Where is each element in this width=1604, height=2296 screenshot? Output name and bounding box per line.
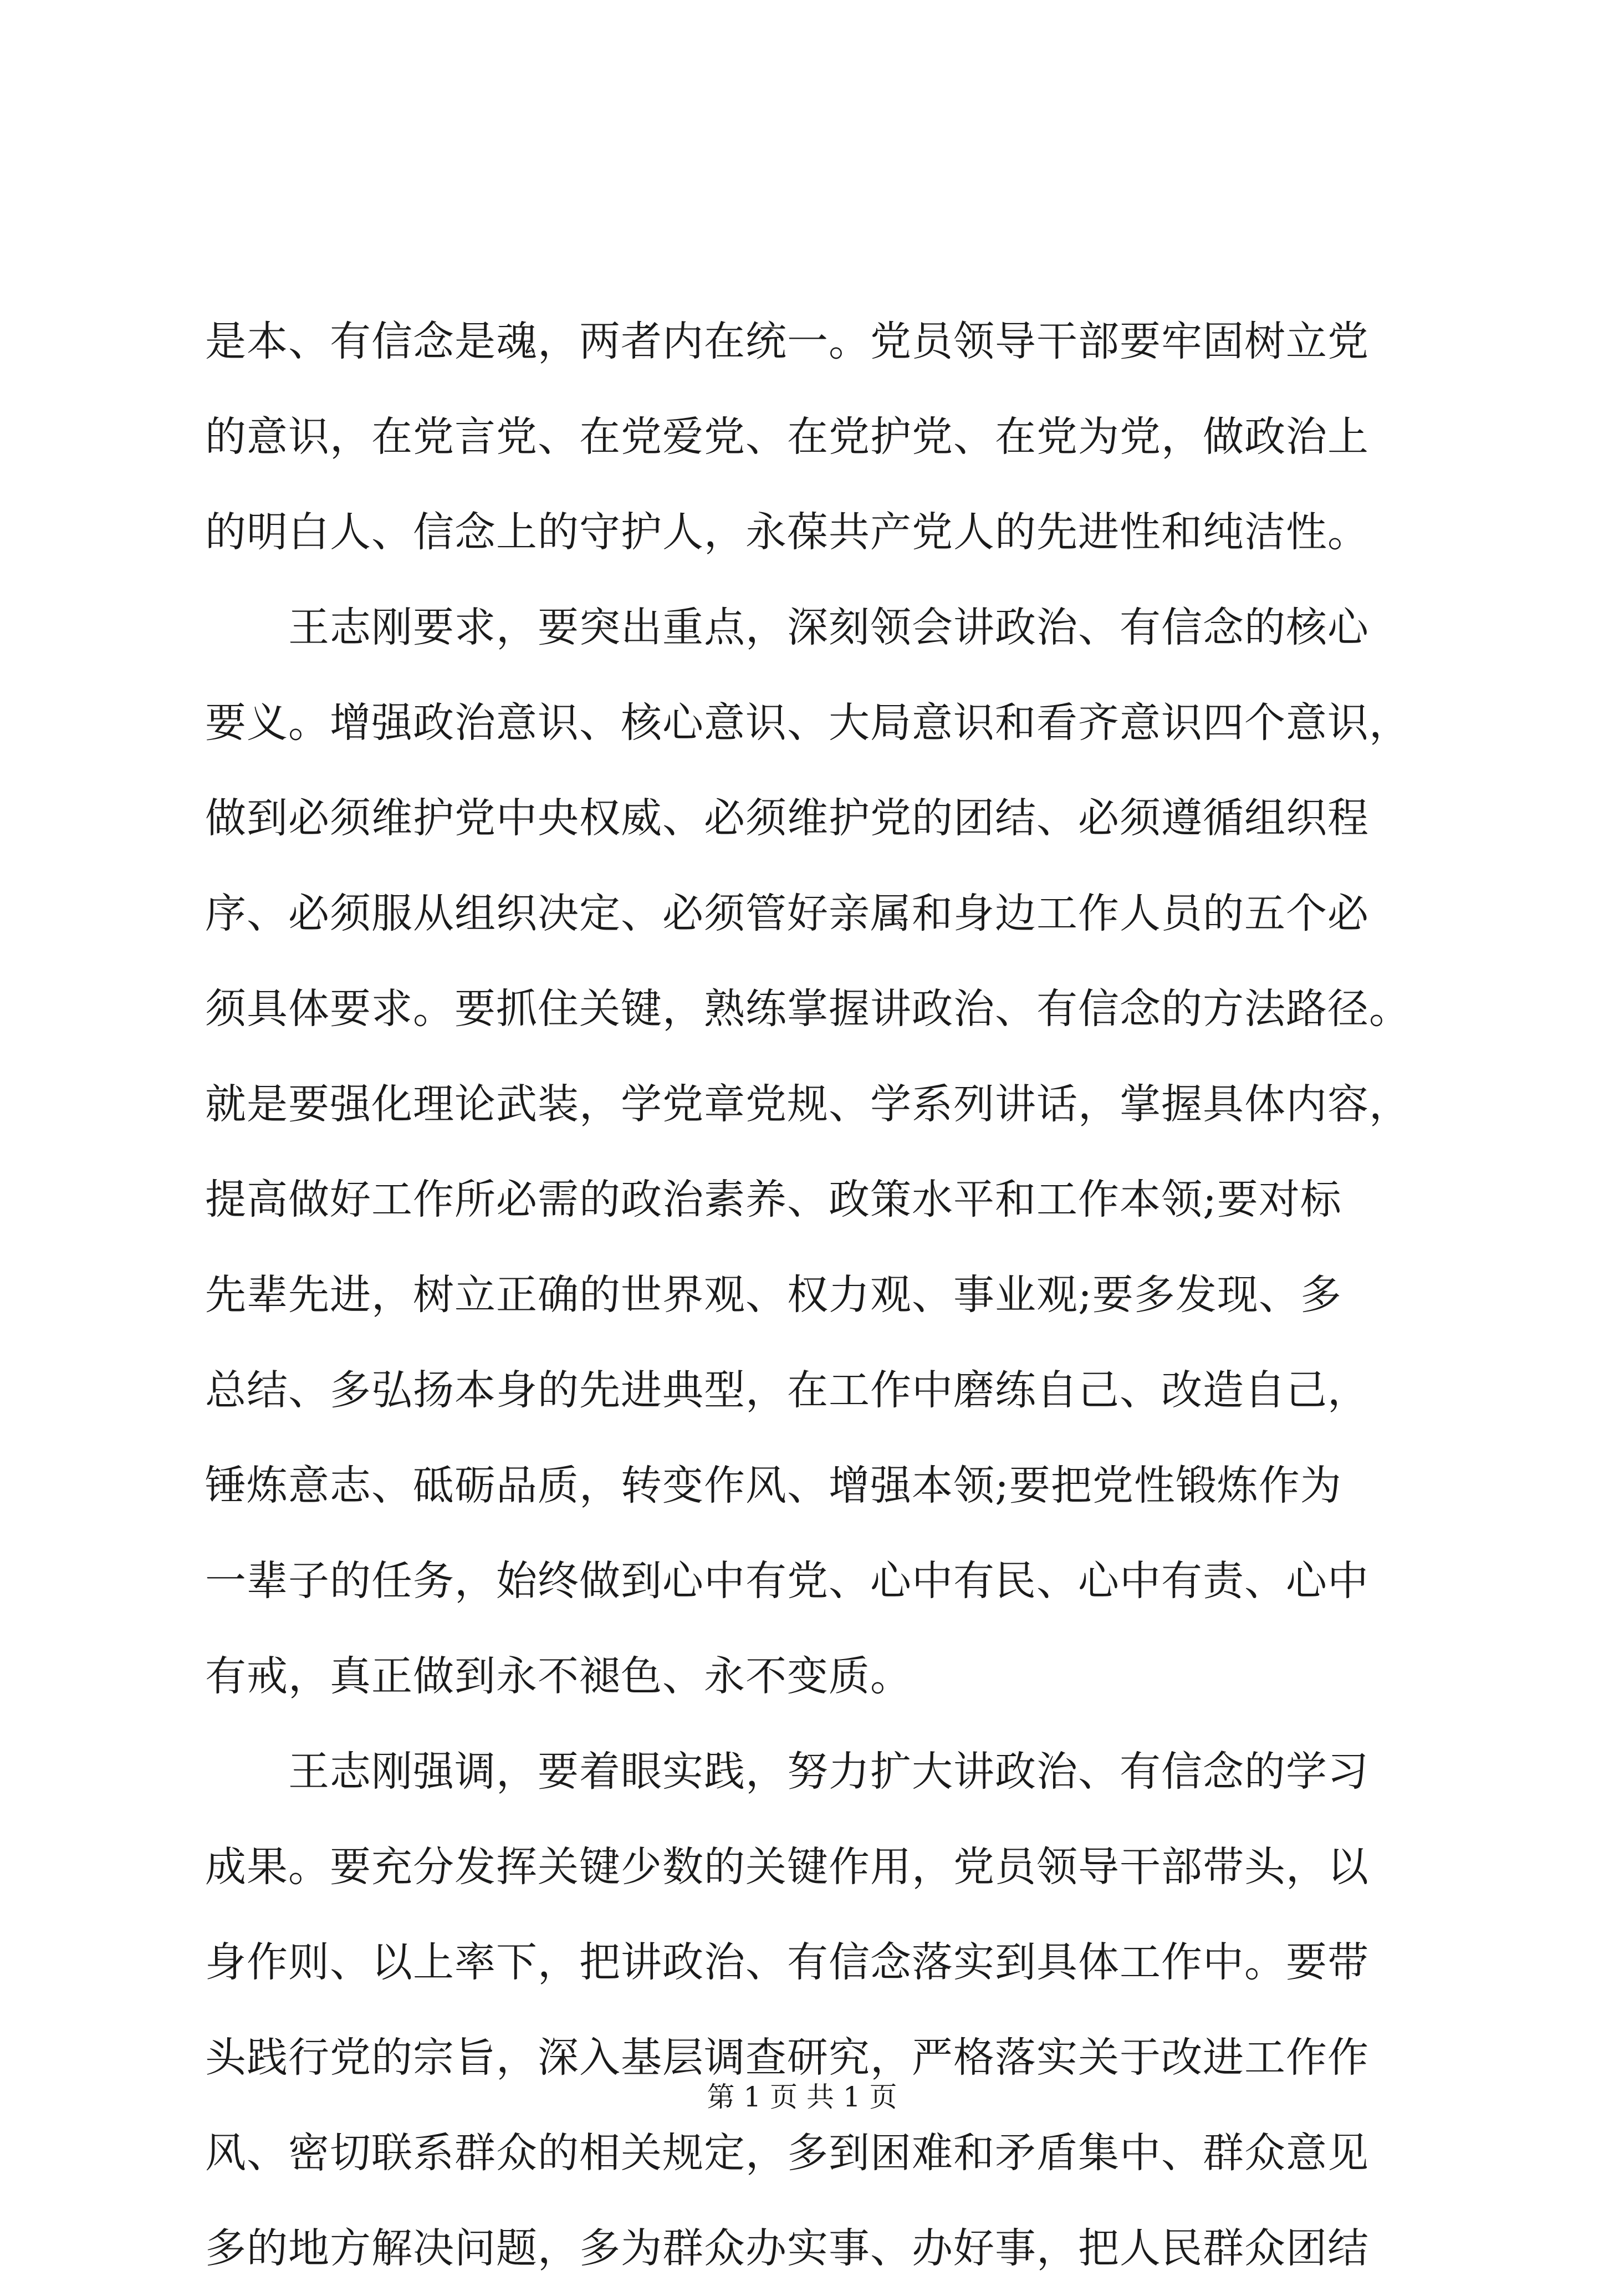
text-line: 提高做好工作所必需的政治素养、政策水平和工作本领;要对标 [205,1176,1342,1223]
text-line: 序、必须服从组织决定、必须管好亲属和身边工作人员的五个必 [205,890,1369,937]
text-line: 王志刚要求，要突出重点，深刻领会讲政治、有信念的核心 [205,604,1369,651]
text-line: 就是要强化理论武装，学党章党规、学系列讲话，掌握具体内容， [205,1080,1411,1128]
text-line: 要义。增强政治意识、核心意识、大局意识和看齐意识四个意识， [205,699,1411,747]
text-line: 的意识，在党言党、在党爱党、在党护党、在党为党，做政治上 [205,413,1369,461]
text-line: 头践行党的宗旨，深入基层调查研究，严格落实关于改进工作作 [205,2034,1369,2081]
body-text [205,294,1411,2296]
text-line: 先辈先进，树立正确的世界观、权力观、事业观;要多发现、多 [205,1271,1342,1319]
text-line: 总结、多弘扬本身的先进典型，在工作中磨练自己、改造自己， [205,1366,1369,1414]
text-line: 成果。要充分发挥关键少数的关键作用，党员领导干部带头，以 [205,1843,1369,1891]
text-line: 是本、有信念是魂，两者内在统一。党员领导干部要牢固树立党 [205,318,1369,365]
text-line: 多的地方解决问题，多为群众办实事、办好事，把人民群众团结 [205,2224,1369,2272]
text-line: 一辈子的任务，始终做到心中有党、心中有民、心中有责、心中 [205,1557,1369,1605]
text-line: 王志刚强调，要着眼实践，努力扩大讲政治、有信念的学习 [205,1748,1369,1795]
text-line: 有戒，真正做到永不褪色、永不变质。 [205,1652,912,1700]
text-line: 锤炼意志、砥砺品质，转变作风、增强本领;要把党性锻炼作为 [205,1462,1342,1509]
text-line: 身作则、以上率下，把讲政治、有信念落实到具体工作中。要带 [205,1938,1369,1986]
text-line: 风、密切联系群众的相关规定，多到困难和矛盾集中、群众意见 [205,2129,1369,2177]
text-line: 须具体要求。要抓住关键，熟练掌握讲政治、有信念的方法路径。 [205,985,1411,1033]
text-line: 的明白人、信念上的守护人，永葆共产党人的先进性和纯洁性。 [205,508,1369,556]
text-line: 做到必须维护党中央权威、必须维护党的团结、必须遵循组织程 [205,794,1369,842]
page-footer: 第 1 页 共 1 页 [707,2081,897,2113]
